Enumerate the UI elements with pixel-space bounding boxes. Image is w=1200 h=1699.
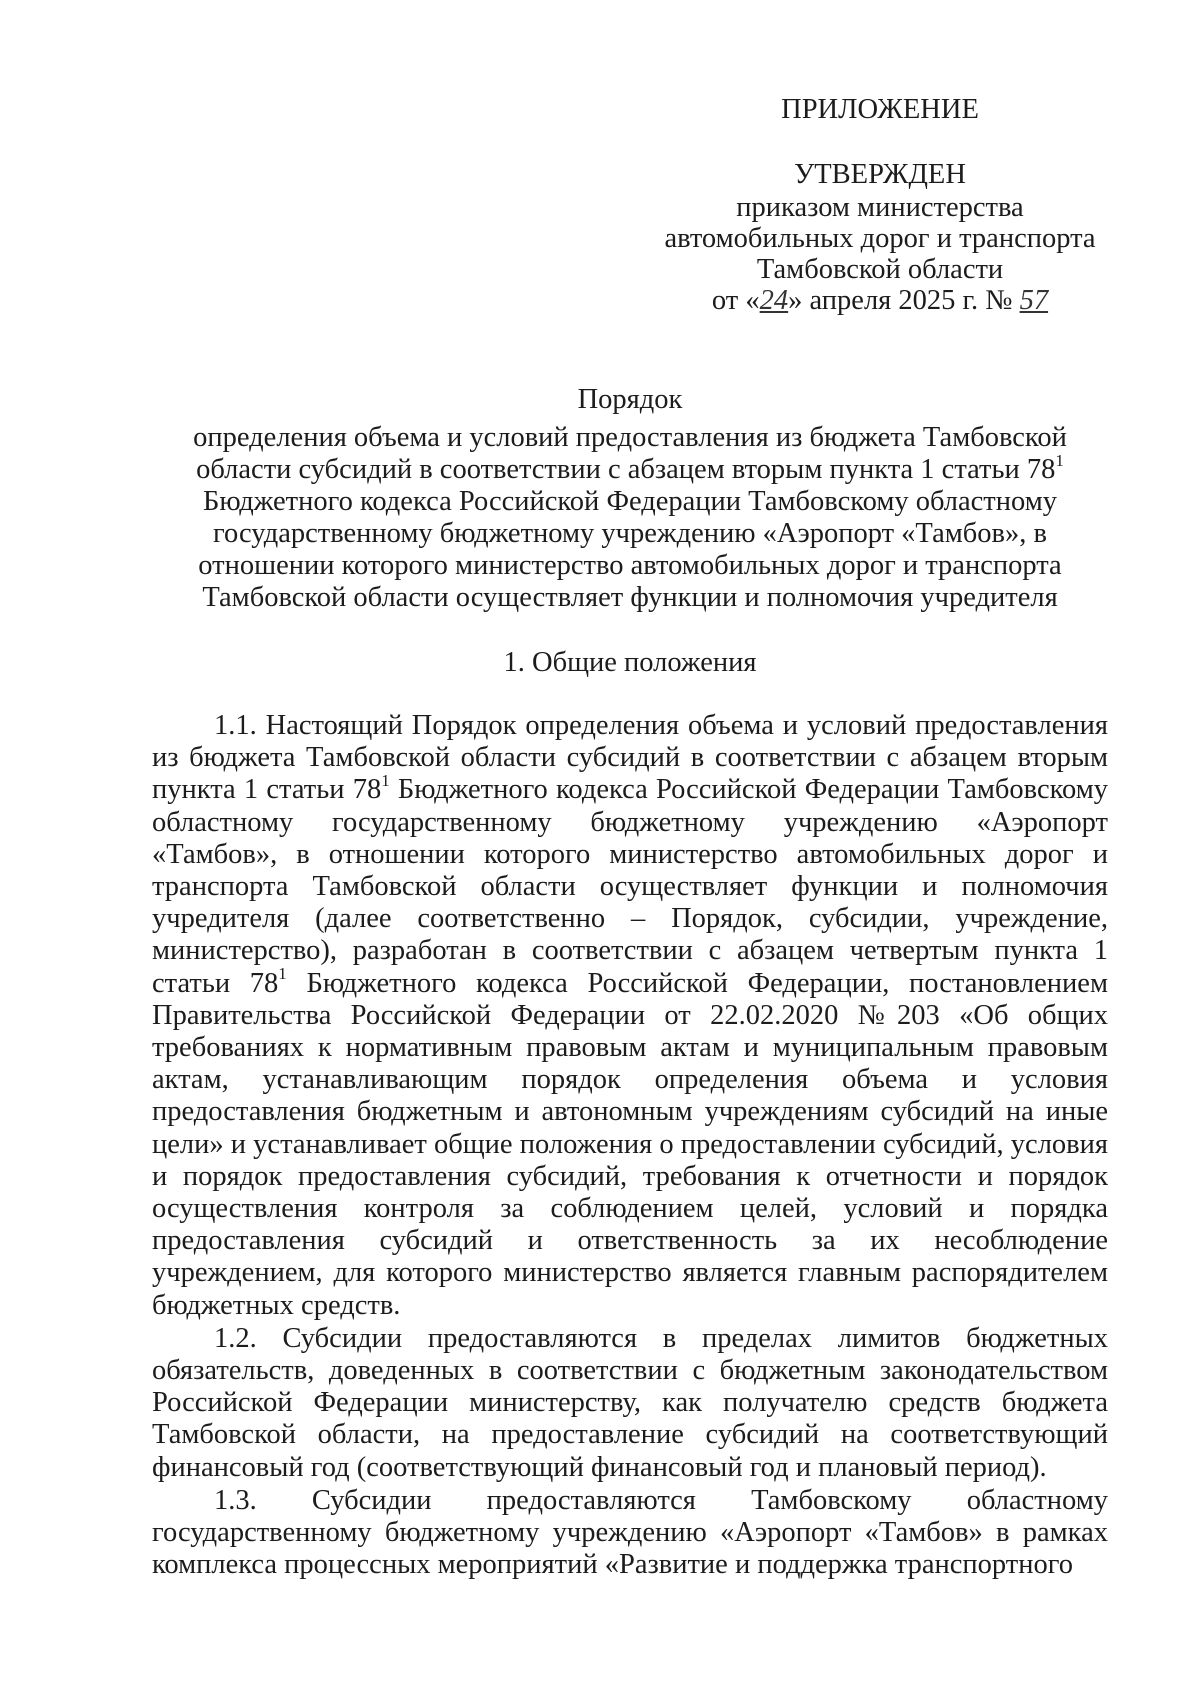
title-superscript: 1	[1055, 450, 1064, 470]
paragraph-1-1-part-a: 1.1. Настоящий Порядок определения объема и условий предоставления из бюджета Тамбовской области субсидий в соответствии с абзацем вторым пункта 1 статьи 78	[152, 710, 1108, 806]
paragraph-1-1-part-b: Бюджетного кодекса Российской Федерации Тамбовскому областному государственному бюджетному учреждению «Аэропорт «Тамбов», в отношении которого министерство автомобильных дорог и транспорта Тамбовской области осуществляет функции и полномочия учредителя (далее соответственно – Порядок, субсидии, учреждение, министерство), разработан в соответствии с абзацем четвертым пункта 1 статьи 78	[152, 774, 1109, 999]
section-heading: 1. Общие положения	[503, 647, 757, 678]
date-rest: » апреля 2025 г. №	[788, 285, 1020, 316]
title-line-3: Бюджетного кодекса Российской Федерации Тамбовскому областному	[202, 486, 1058, 517]
title-line-1: определения объема и условий предоставления из бюджета Тамбовской	[193, 422, 1067, 453]
paragraph-1-3: 1.3. Субсидии предоставляются Тамбовскому областному государственному бюджетному учреждению «Аэропорт «Тамбов» в рамках комплекса процессных мероприятий «Развитие и поддержка транспортного	[152, 1484, 1108, 1581]
paragraph-1-1-part-c: Бюджетного кодекса Российской Федерации, постановлением Правительства Российской Федерации от 22.02.2020 №203 «Об общих требованиях к нормативным правовым актам и муниципальным правовым актам, устанавливающим порядок определения объема и условия предоставления бюджетным и автономным учреждениям субсидий на иные цели» и устанавливает общие положения о предоставлении субсидий, условия и порядок предоставления субсидий, требования к отчетности и порядок осуществления контроля за соблюдением целей, условий и порядка предоставления субсидий и ответственность за их несоблюдение учреждением, для которого министерство является главным распорядителем бюджетных средств.	[152, 967, 1108, 1321]
date-prefix: от «	[711, 285, 760, 316]
approval-line-1: приказом министерства	[736, 192, 1024, 223]
approved-label: УТВЕРЖДЕН	[794, 159, 966, 190]
approval-line-2: автомобильных дорог и транспорта	[664, 223, 1096, 254]
paragraph-1-2: 1.2. Субсидии предоставляются в пределах лимитов бюджетных обязательств, доведенных в соответствии с бюджетным законодательством Российской Федерации министерству, как получателю средств бюджета Тамбовской области, на предоставление субсидий на соответствующий финансовый год (соответствующий финансовый год и плановый период).	[152, 1322, 1108, 1483]
handwritten-order-number: 57	[1019, 285, 1049, 316]
approval-line-3: Тамбовской области	[756, 254, 1004, 285]
title-line-5: отношении которого министерство автомобильных дорог и транспорта	[198, 550, 1062, 581]
document-title-block	[150, 384, 1110, 614]
approval-date-line	[640, 285, 1120, 316]
superscript-2: 1	[278, 964, 287, 984]
document-type: Порядок	[577, 384, 683, 415]
title-line-2-text: области субсидий в соответствии с абзацем вторым пункта 1 статьи 78	[196, 454, 1056, 485]
paragraph-1-1	[152, 710, 1108, 1322]
appendix-label: ПРИЛОЖЕНИЕ	[781, 94, 979, 125]
superscript-1: 1	[381, 770, 390, 790]
handwritten-day: 24	[759, 285, 789, 316]
title-line-6: Тамбовской области осуществляет функции и полномочия учредителя	[202, 582, 1058, 613]
approval-stamp	[640, 94, 1120, 316]
document-body	[152, 710, 1108, 1581]
title-line-2	[150, 450, 1110, 486]
title-line-4: государственному бюджетному учреждению «Аэропорт «Тамбов», в	[213, 518, 1047, 549]
